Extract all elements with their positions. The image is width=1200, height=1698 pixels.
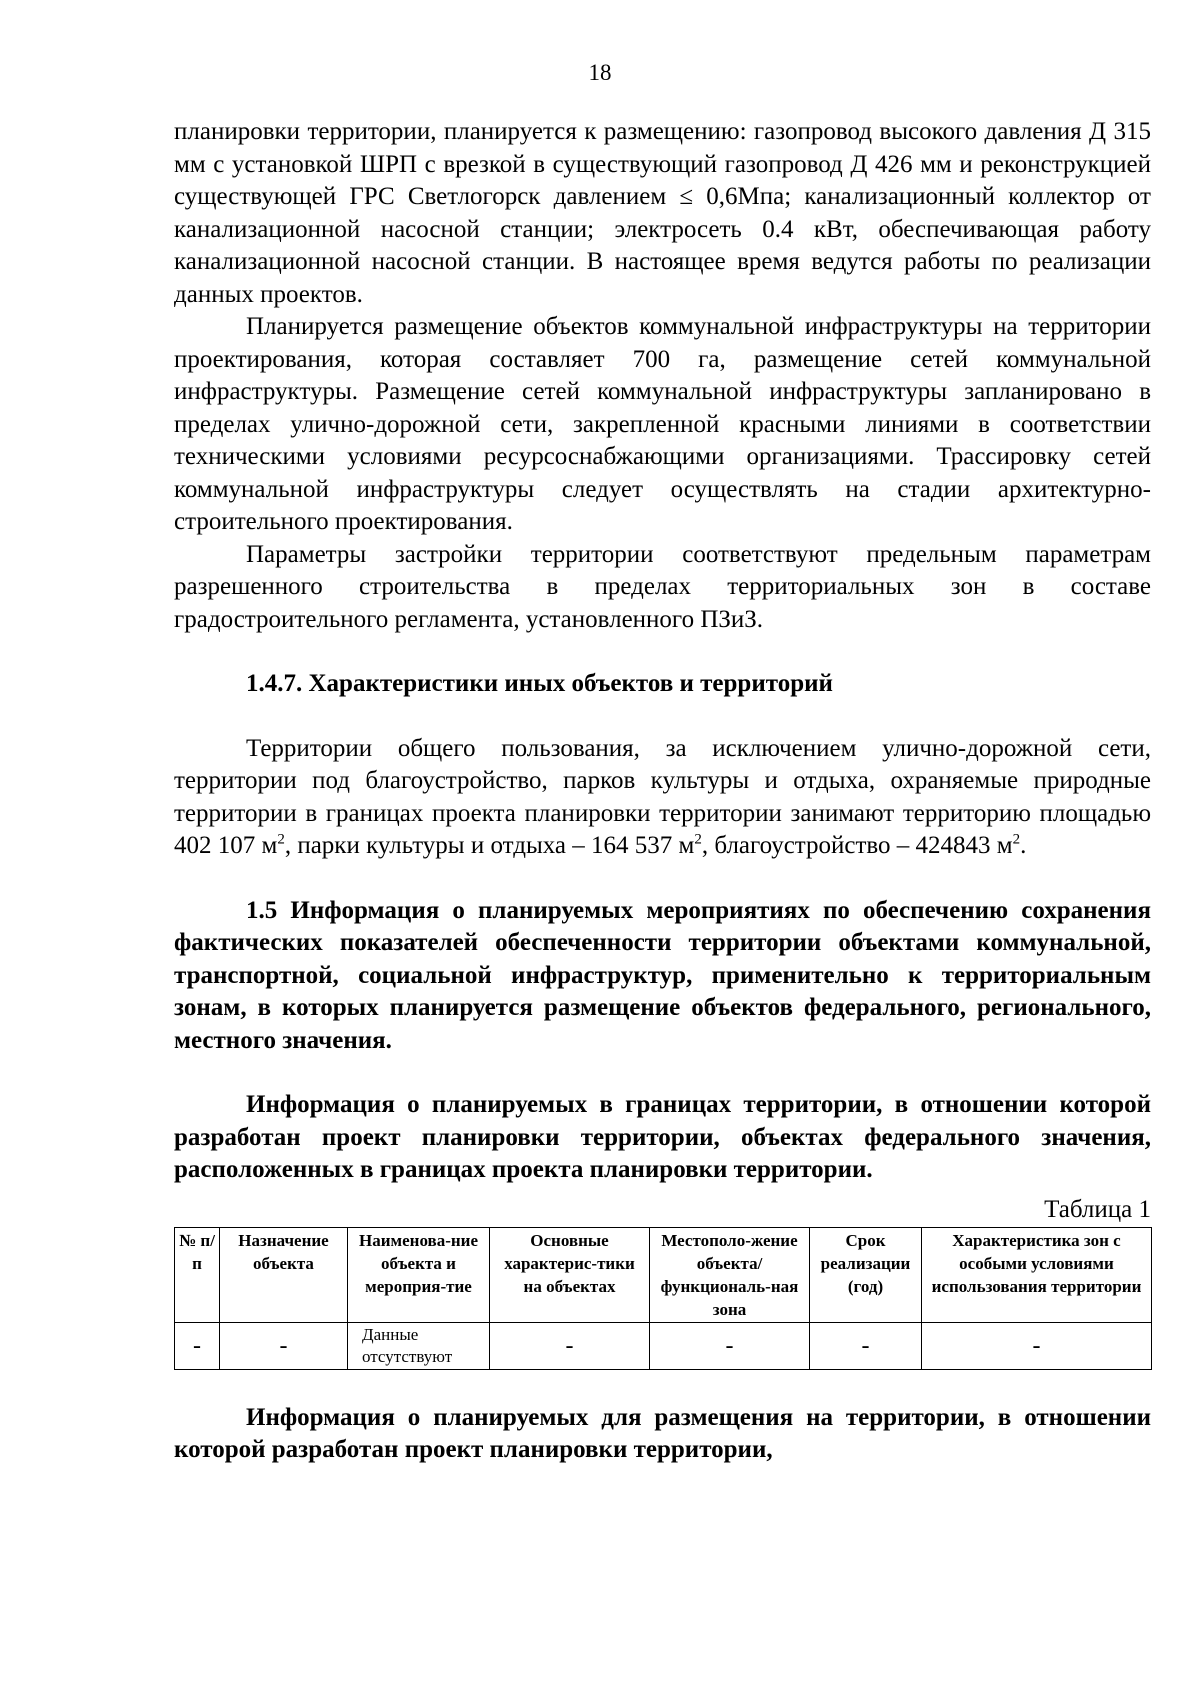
table-cell: Данные отсутствуют bbox=[348, 1322, 490, 1369]
page-number: 18 bbox=[588, 60, 612, 85]
table-header-row bbox=[175, 1227, 1152, 1322]
paragraph-utility-infrastructure: Планируется размещение объектов коммунальной инфраструктуры на территории проектирования, которая составляет 700 га, размещение сетей коммунальной инфраструктуры. Размещение сетей коммунальной инфраструктуры запланировано в пределах улично-дорожной сети, закрепленной красными линиями в соответствии техническими условиями ресурсоснабжающими организациями. Трассировку сетей коммунальной инфраструктуры следует осуществлять на стадии архитектурно-строительного проектирования. bbox=[174, 313, 1151, 535]
paragraph-public-territories: Территории общего пользования, за исключением улично-дорожной сети, территории под благоустройство, парков культуры и отдыха, охраняемые природные территории в границах проекта планировки территории занимают территорию площадью 402 107 $м^2$, парки культуры и отдыха – 164 537 $м^2$, благоустройство – 424843 $м^2$. bbox=[174, 734, 1151, 859]
table-cell: - bbox=[220, 1322, 348, 1369]
table-cell: - bbox=[490, 1322, 650, 1369]
table-header-cell: Местополо-жение объекта/ функциональ-ная зона bbox=[650, 1227, 810, 1322]
table-header-cell: Срок реализации (год) bbox=[810, 1227, 922, 1322]
table-cell: - bbox=[175, 1322, 220, 1369]
section-heading-1-4-7: 1.4.7. Характеристики иных объектов и территорий bbox=[246, 670, 833, 697]
table-caption: Таблица 1 bbox=[1044, 1195, 1151, 1223]
table-cell: - bbox=[650, 1322, 810, 1369]
paragraph-building-parameters: Параметры застройки территории соответствуют предельным параметрам разрешенного строительства в пределах территориальных зон в составе градостроительного регламента, установленного ПЗиЗ. bbox=[174, 540, 1151, 633]
superscript-2: 2 bbox=[1012, 831, 1021, 848]
table-header-cell: Основные характерис-тики на объектах bbox=[490, 1227, 650, 1322]
table-row bbox=[175, 1322, 1152, 1369]
table-1 bbox=[174, 1227, 1152, 1370]
table-header-cell: Наименова-ние объекта и мероприя-тие bbox=[348, 1227, 490, 1322]
superscript-2: 2 bbox=[277, 831, 285, 848]
document-body bbox=[174, 116, 1151, 1467]
table-cell: - bbox=[922, 1322, 1152, 1369]
subheading-placement-info: Информация о планируемых для размещения на территории, в отношении которой разработан проект планировки территории, bbox=[174, 1403, 1151, 1463]
table-header-cell: Характеристика зон с особыми условиями использования территории bbox=[922, 1227, 1152, 1322]
subheading-federal-objects: Информация о планируемых в границах территории, в отношении которой разработан проект планировки территории, объектах федерального значения, расположенных в границах проекта планировки территории. bbox=[174, 1091, 1151, 1183]
table-header-cell: № п/п bbox=[175, 1227, 220, 1322]
superscript-2: 2 bbox=[694, 831, 702, 848]
table-header-cell: Назначение объекта bbox=[220, 1227, 348, 1322]
paragraph-gas-pipeline: планировки территории, планируется к размещению: газопровод высокого давления Д 315 мм с установкой ШРП с врезкой в существующий газопровод Д 426 мм и реконструкцией существующей ГРС Светлогорск давлением ≤ 0,6Мпа; канализационный коллектор от канализационной насосной станции; электросеть 0.4 кВт, обеспечивающая работу канализационной насосной станции. В настоящее время ведутся работы по реализации данных проектов. bbox=[174, 118, 1151, 308]
table-cell: - bbox=[810, 1322, 922, 1369]
section-heading-1-5: 1.5 Информация о планируемых мероприятиях по обеспечению сохранения фактических показателей обеспеченности территории объектами коммунальной, транспортной, социальной инфраструктур, применительно к территориальным зонам, в которых планируется размещение объектов федерального, регионального, местного значения. bbox=[174, 896, 1151, 1054]
